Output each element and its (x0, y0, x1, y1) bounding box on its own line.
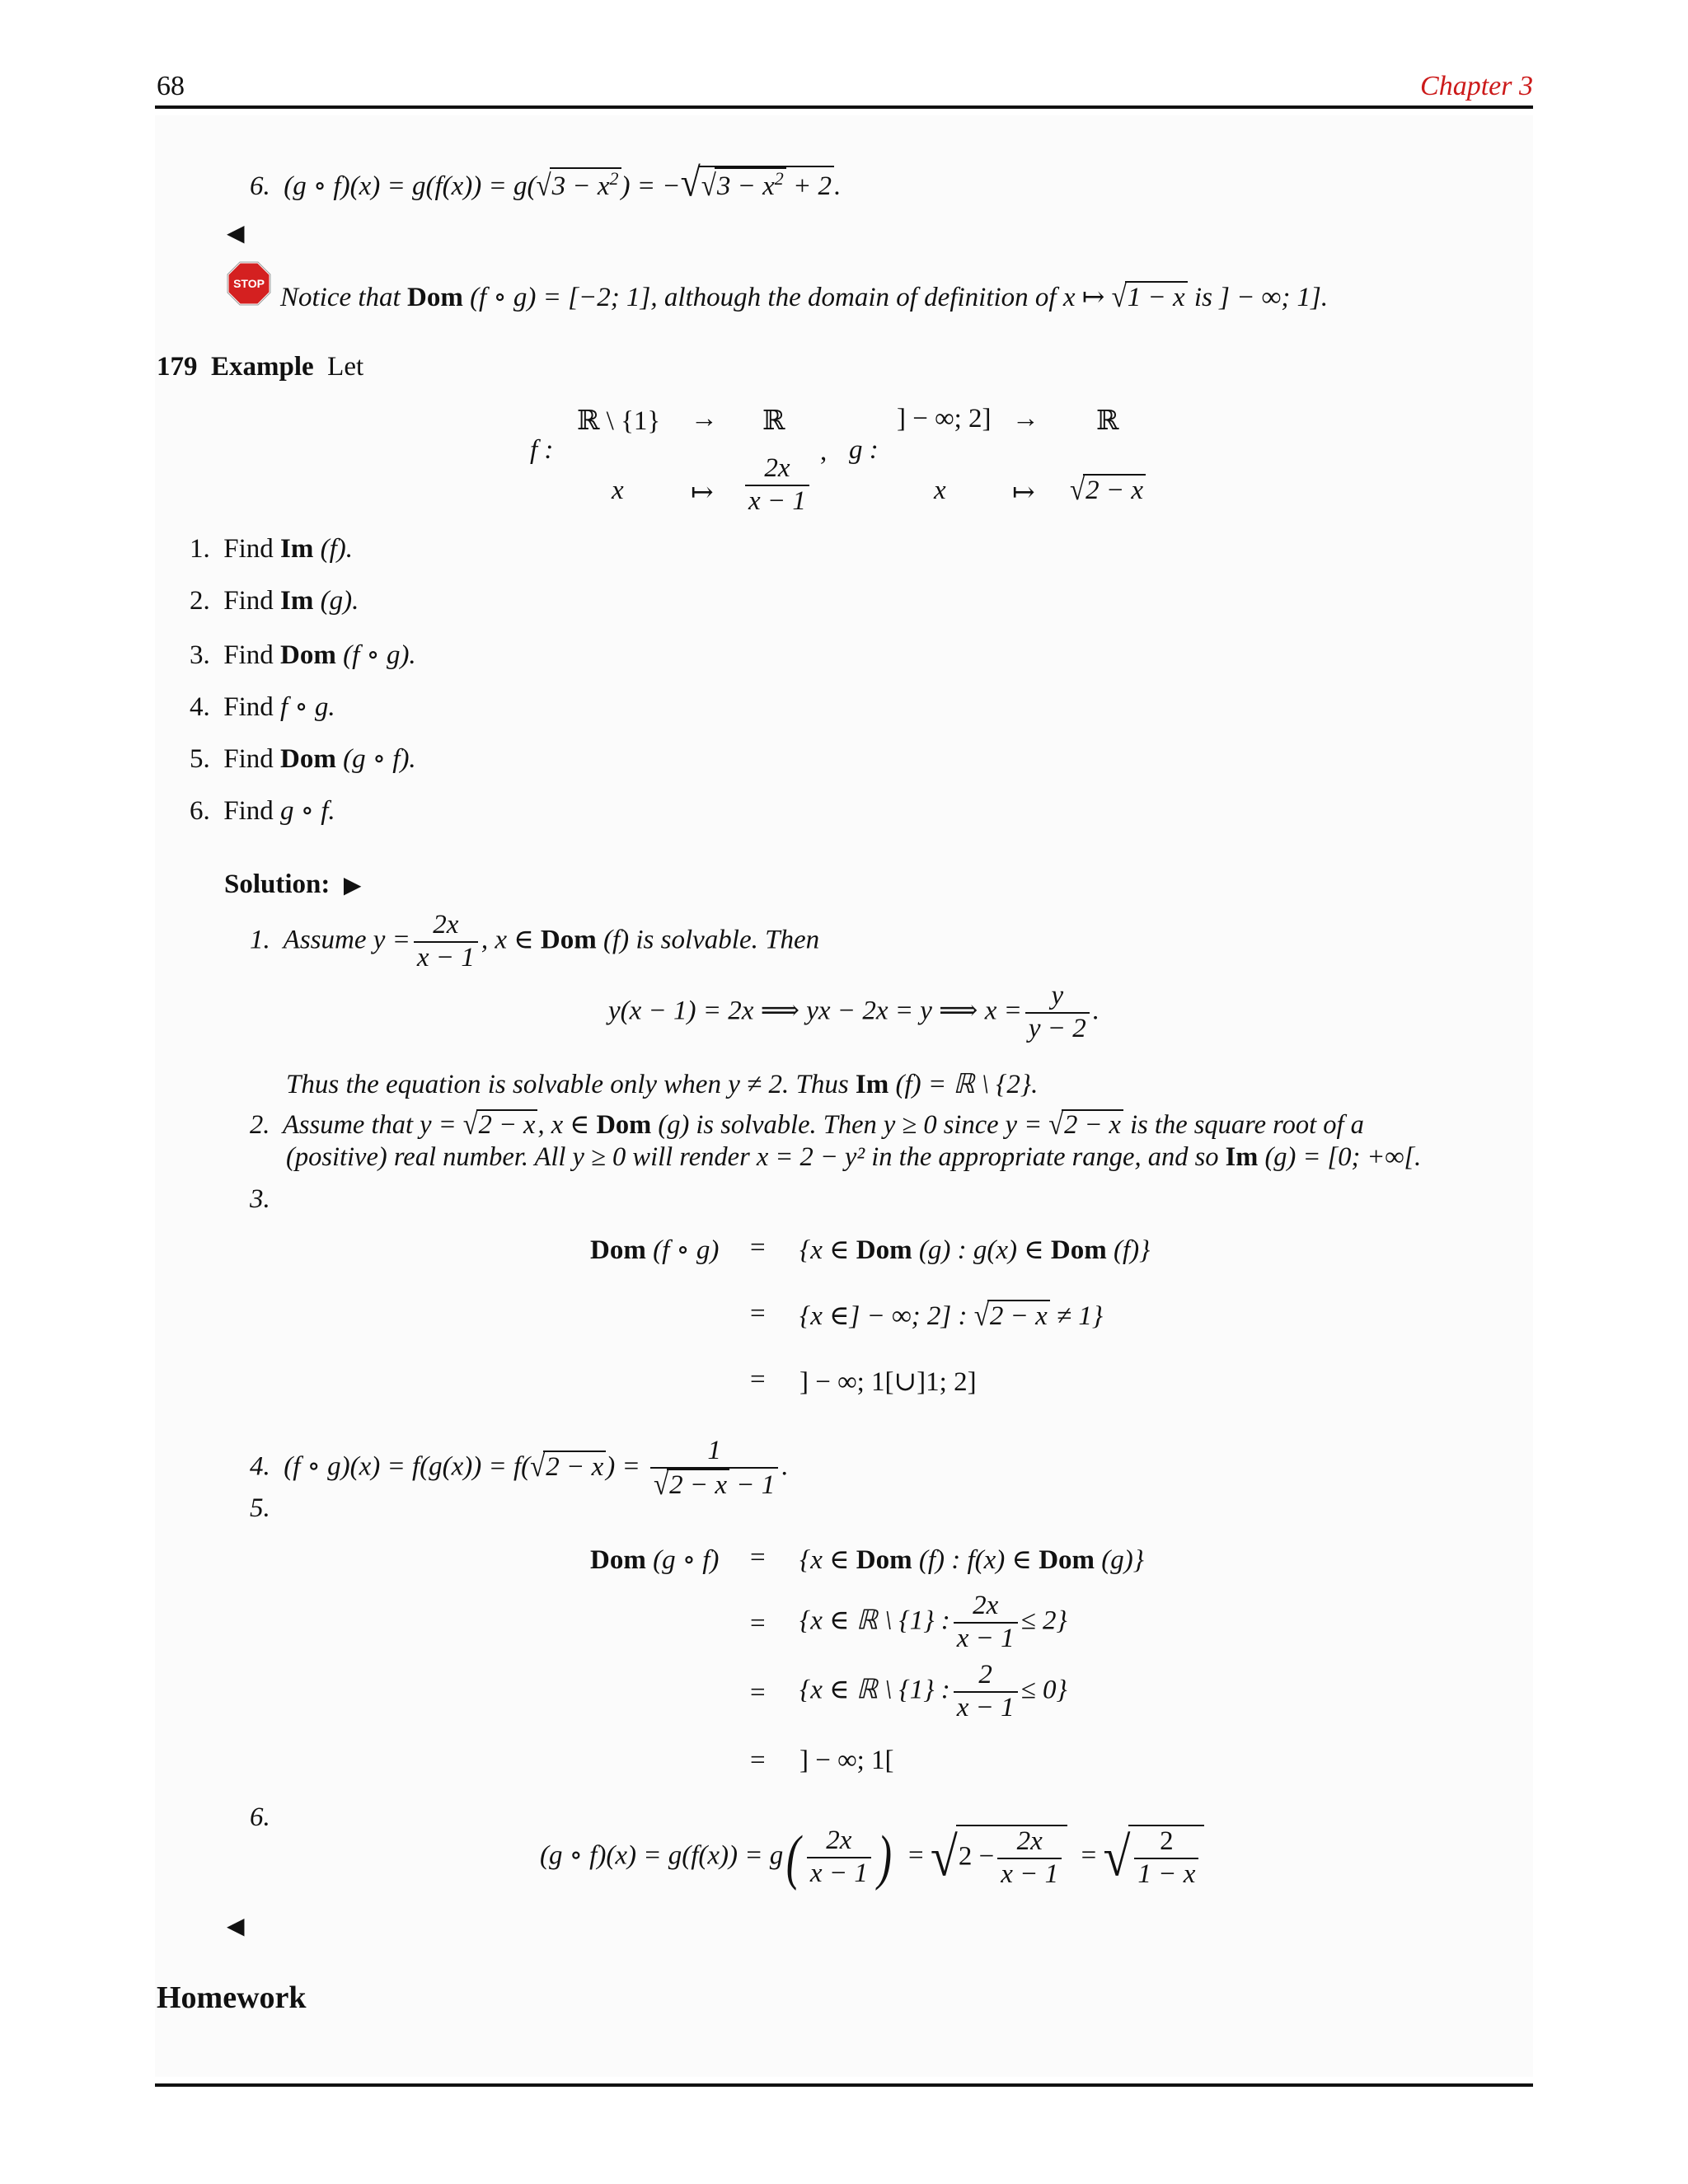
eq-sign: = (750, 1746, 766, 1775)
solution-1-conclusion: Thus the equation is solvable only when y ≠ 2. Thus Im (f) = ℝ \ {2}. (286, 1070, 1039, 1099)
solution-2-line2: (positive) real number. All y ≥ 0 will render x = 2 − y² in the appropriate range, and so Im (g) = [0; +∞[. (286, 1142, 1422, 1172)
solution-3-lhs: Dom (f ∘ g) (590, 1235, 720, 1265)
prev-item-num: 6. (250, 171, 270, 201)
solution-5-lhs: Dom (g ∘ f) (590, 1545, 720, 1575)
eq-sign: = (750, 1609, 766, 1638)
task-item: 4. Find f ∘ g. (190, 692, 335, 722)
homework-heading: Homework (157, 1980, 307, 2015)
task-item: 5. Find Dom (g ∘ f). (190, 744, 416, 774)
svg-text:STOP: STOP (233, 277, 265, 290)
solution-3-row2: {x ∈] − ∞; 2] : √2 − x ≠ 1} (799, 1299, 1104, 1333)
task-item: 6. Find g ∘ f. (190, 796, 335, 826)
f-mapsto: ↦ (691, 478, 714, 508)
solution-1-equation: y(x − 1) = 2x ⟹ yx − 2x = y ⟹ x = $\frac{y}{y - 2}$ . (608, 981, 1100, 1043)
g-mapsto: ↦ (1012, 478, 1035, 508)
solution-6-equation: (g ∘ f)(x) = g(f(x)) = g( $\frac{2x}{x - 1}$ ) = √2 − $\frac{2x}{x - 1}$ = √ $\frac{2}{1 - x}$ (540, 1825, 1204, 1891)
task-item: 2. Find Im (g). (190, 586, 359, 616)
g-rule: √2 − x (1070, 474, 1146, 506)
footer-rule (155, 2083, 1533, 2087)
g-var: x (934, 476, 946, 505)
f-var: x (612, 476, 624, 505)
stop-sign-icon (226, 260, 272, 314)
prev-item-6: 6. (g ∘ $f)(x) = g(f(x)) = g(√3 - x^2) = -√√3 - x^2 + 2$. (250, 160, 842, 205)
example-heading: 179 Example Let (157, 352, 364, 382)
solution-5-row1: {x ∈ Dom (f) : f(x) ∈ Dom (g)} (799, 1545, 1144, 1575)
solution-6-num: 6. (250, 1802, 270, 1832)
page-number: 68 (157, 71, 185, 101)
header-rule (155, 105, 1533, 109)
f-label: f : (530, 435, 554, 465)
task-item: 3. Find Dom (f ∘ g). (190, 640, 416, 670)
solution-3-num: 3. (250, 1184, 270, 1214)
f-rule: $\frac{2x}{x - 1}$ (742, 453, 813, 518)
end-proof-arrow: ◀ (227, 221, 245, 246)
f-domain: ℝ \ {1} (577, 406, 661, 436)
solution-3-row1: {x ∈ Dom (g) : g(x) ∈ Dom (f)} (799, 1235, 1151, 1265)
stop-note: Notice that Dom (f ∘ g) = [−2; 1], although the domain of definition of x ↦ √1 − x is ] − ∞; 1]. (280, 280, 1329, 315)
g-domain: ] − ∞; 2] (897, 404, 992, 434)
eq-sign: = (750, 1299, 766, 1329)
end-solution-arrow: ◀ (227, 1914, 245, 1939)
solution-5-row2: {x ∈ ℝ \ {1} : $\frac{2x}{x - 1}$ ≤ 2} (799, 1591, 1067, 1653)
chapter-title: Chapter 3 (1420, 71, 1533, 101)
solution-label: Solution: ▶ (224, 869, 362, 899)
eq-sign: = (750, 1543, 766, 1572)
solution-3-row3: ] − ∞; 1[∪]1; 2] (799, 1367, 977, 1397)
solution-2-line1: 2. Assume that y = √2 − x, x ∈ Dom (g) is solvable. Then y ≥ 0 since y = √2 − x is the square root of a (250, 1108, 1364, 1142)
eq-sign: = (750, 1678, 766, 1708)
solution-5-row3: {x ∈ ℝ \ {1} : $\frac{2}{x - 1}$ ≤ 0} (799, 1660, 1067, 1722)
solution-1-intro: 1. Assume y = $\frac{2x}{x - 1}$ , x ∈ Dom (f) is solvable. Then (250, 910, 820, 972)
solution-4: 4. (f ∘ g)(x) = f(g(x)) = f(√2 − x) = $\frac{1}{√2 - x - 1}$ . (250, 1436, 789, 1502)
def-comma: , (820, 437, 828, 466)
task-item: 1. Find Im (f). (190, 534, 354, 564)
f-codomain: ℝ (762, 406, 785, 436)
solution-5-num: 5. (250, 1493, 270, 1523)
g-label: g : (849, 435, 879, 465)
eq-sign: = (750, 1365, 766, 1394)
g-arrow: → (1012, 404, 1039, 434)
f-arrow: → (691, 404, 718, 434)
solution-5-row4: ] − ∞; 1[ (799, 1746, 894, 1775)
g-codomain: ℝ (1096, 406, 1119, 436)
eq-sign: = (750, 1233, 766, 1263)
